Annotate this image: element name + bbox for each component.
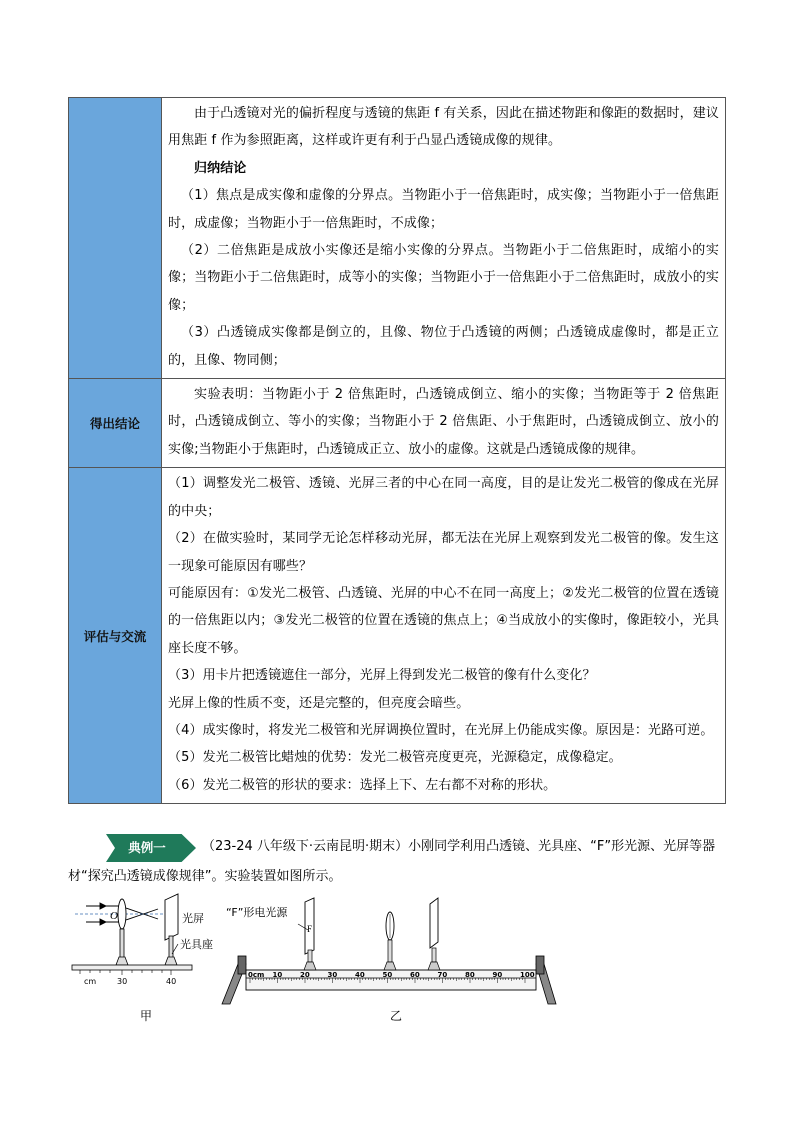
screen-label: 光屏 xyxy=(182,912,204,925)
scale-tick-label: 50 xyxy=(382,971,393,979)
paragraph: （6）发光二极管的形状的要求：选择上下、左右都不对称的形状。 xyxy=(168,777,557,793)
paragraph: （3）凸透镜成实像都是倒立的，且像、物位于凸透镜的两侧；凸透镜成虚像时，都是正立的，且像、物同侧； xyxy=(168,325,719,368)
scale-tick-label: 30 xyxy=(327,971,338,979)
svg-text:F: F xyxy=(307,924,313,934)
lens xyxy=(384,912,396,970)
figure-caption: 甲 xyxy=(140,1009,153,1023)
scale-tick-label: 90 xyxy=(492,971,503,979)
row-content xyxy=(162,379,726,468)
scale-tick-label: 0cm xyxy=(248,971,265,979)
paragraph: （2）二倍焦距是成放小实像还是缩小实像的分界点。当物距小于二倍焦距时，成缩小的实像；当物距小于二倍焦距时，成等小的实像；当物距小于一倍焦距小于二倍焦距时，成放小的实像； xyxy=(168,243,719,313)
tick-label: 30 xyxy=(117,977,128,986)
figure-yi xyxy=(222,898,556,1023)
figure-caption: 乙 xyxy=(390,1009,403,1023)
screen xyxy=(428,898,440,970)
row-label xyxy=(69,98,162,379)
scale-tick-label: 100 xyxy=(520,971,535,979)
scale-tick-label: 20 xyxy=(300,971,310,979)
row-label: 得出结论 xyxy=(69,379,162,468)
figure-jia xyxy=(72,894,213,1023)
row-content xyxy=(162,468,726,804)
unit-label: cm xyxy=(84,977,97,986)
bench-label: 光具座 xyxy=(180,938,213,951)
scale-tick-label: 80 xyxy=(465,971,475,979)
paragraph: （1）调整发光二极管、透镜、光屏三者的中心在同一高度，目的是让发光二极管的像成在光屏的中央； xyxy=(168,476,719,519)
paragraph: 由于凸透镜对光的偏折程度与透镜的焦距 f 有关系，因此在描述物距和像距的数据时，建议用焦距 f 作为参照距离，这样或许更有利于凸显凸透镜成像的规律。 xyxy=(168,106,719,149)
content-table xyxy=(68,97,726,804)
tick-label: 40 xyxy=(166,977,177,986)
paragraph: （2）在做实验时，某同学无论怎样移动光屏，都无法在光屏上观察到发光二极管的像。发生这一现象可能原因有哪些？ xyxy=(168,531,719,574)
row-content xyxy=(162,98,726,379)
section-heading: 归纳结论 xyxy=(194,160,247,176)
scale-tick-label: 70 xyxy=(437,971,448,979)
screen xyxy=(165,894,178,940)
scale-tick-label: 10 xyxy=(272,971,283,979)
row-label: 评估与交流 xyxy=(69,468,162,804)
paragraph: （4）成实像时，将发光二极管和光屏调换位置时，在光屏上仍能成实像。原因是：光路可逆。 xyxy=(168,722,714,738)
lens-label: O xyxy=(110,910,118,922)
table-row xyxy=(69,379,726,468)
table-row xyxy=(69,468,726,804)
f-light-source xyxy=(298,898,316,970)
paragraph: 光屏上像的性质不变，还是完整的，但亮度会暗些。 xyxy=(168,695,470,711)
example-tag-label: 典例一 xyxy=(128,840,166,855)
lens xyxy=(118,899,126,929)
scale-tick-label: 60 xyxy=(410,971,420,979)
experiment-figure xyxy=(70,892,570,1027)
example-question-text: （23-24 八年级下·云南昆明·期末）小刚同学利用凸透镜、光具座、“F”形光源、光屏等器材“探究凸透镜成像规律”。实验装置如图所示。 xyxy=(68,839,716,884)
paragraph: （3）用卡片把透镜遮住一部分，光屏上得到发光二极管的像有什么变化？ xyxy=(168,668,596,684)
scale-tick-label: 40 xyxy=(355,971,365,979)
table-row xyxy=(69,98,726,379)
paragraph: 实验表明：当物距小于 2 倍焦距时，凸透镜成倒立、缩小的实像；当物距等于 2 倍焦距时，凸透镜成倒立、等小的实像；当物距小于 2 倍焦距、小于焦距时，凸透镜成倒立、放小的实像;当物距小于焦距时，凸透镜成正立、放小的虚像。这就是凸透镜成像的规律。 xyxy=(168,387,719,457)
paragraph: 可能原因有：①发光二极管、凸透镜、光屏的中心不在同一高度上；②发光二极管的位置在透镜的一倍焦距以内；③发光二极管的位置在透镜的焦点上；④当成放小的实像时，像距较小，光具座长度不够。 xyxy=(168,585,719,656)
light-source-label: “F”形电光源 xyxy=(226,906,288,919)
paragraph: （1）焦点是成实像和虚像的分界点。当物距小于一倍焦距时，成实像；当物距小于一倍焦距时，成虚像；当物距小于一倍焦距时，不成像； xyxy=(168,188,719,231)
paragraph: （5）发光二极管比蜡烛的优势：发光二极管亮度更亮，光源稳定，成像稳定。 xyxy=(168,750,622,766)
